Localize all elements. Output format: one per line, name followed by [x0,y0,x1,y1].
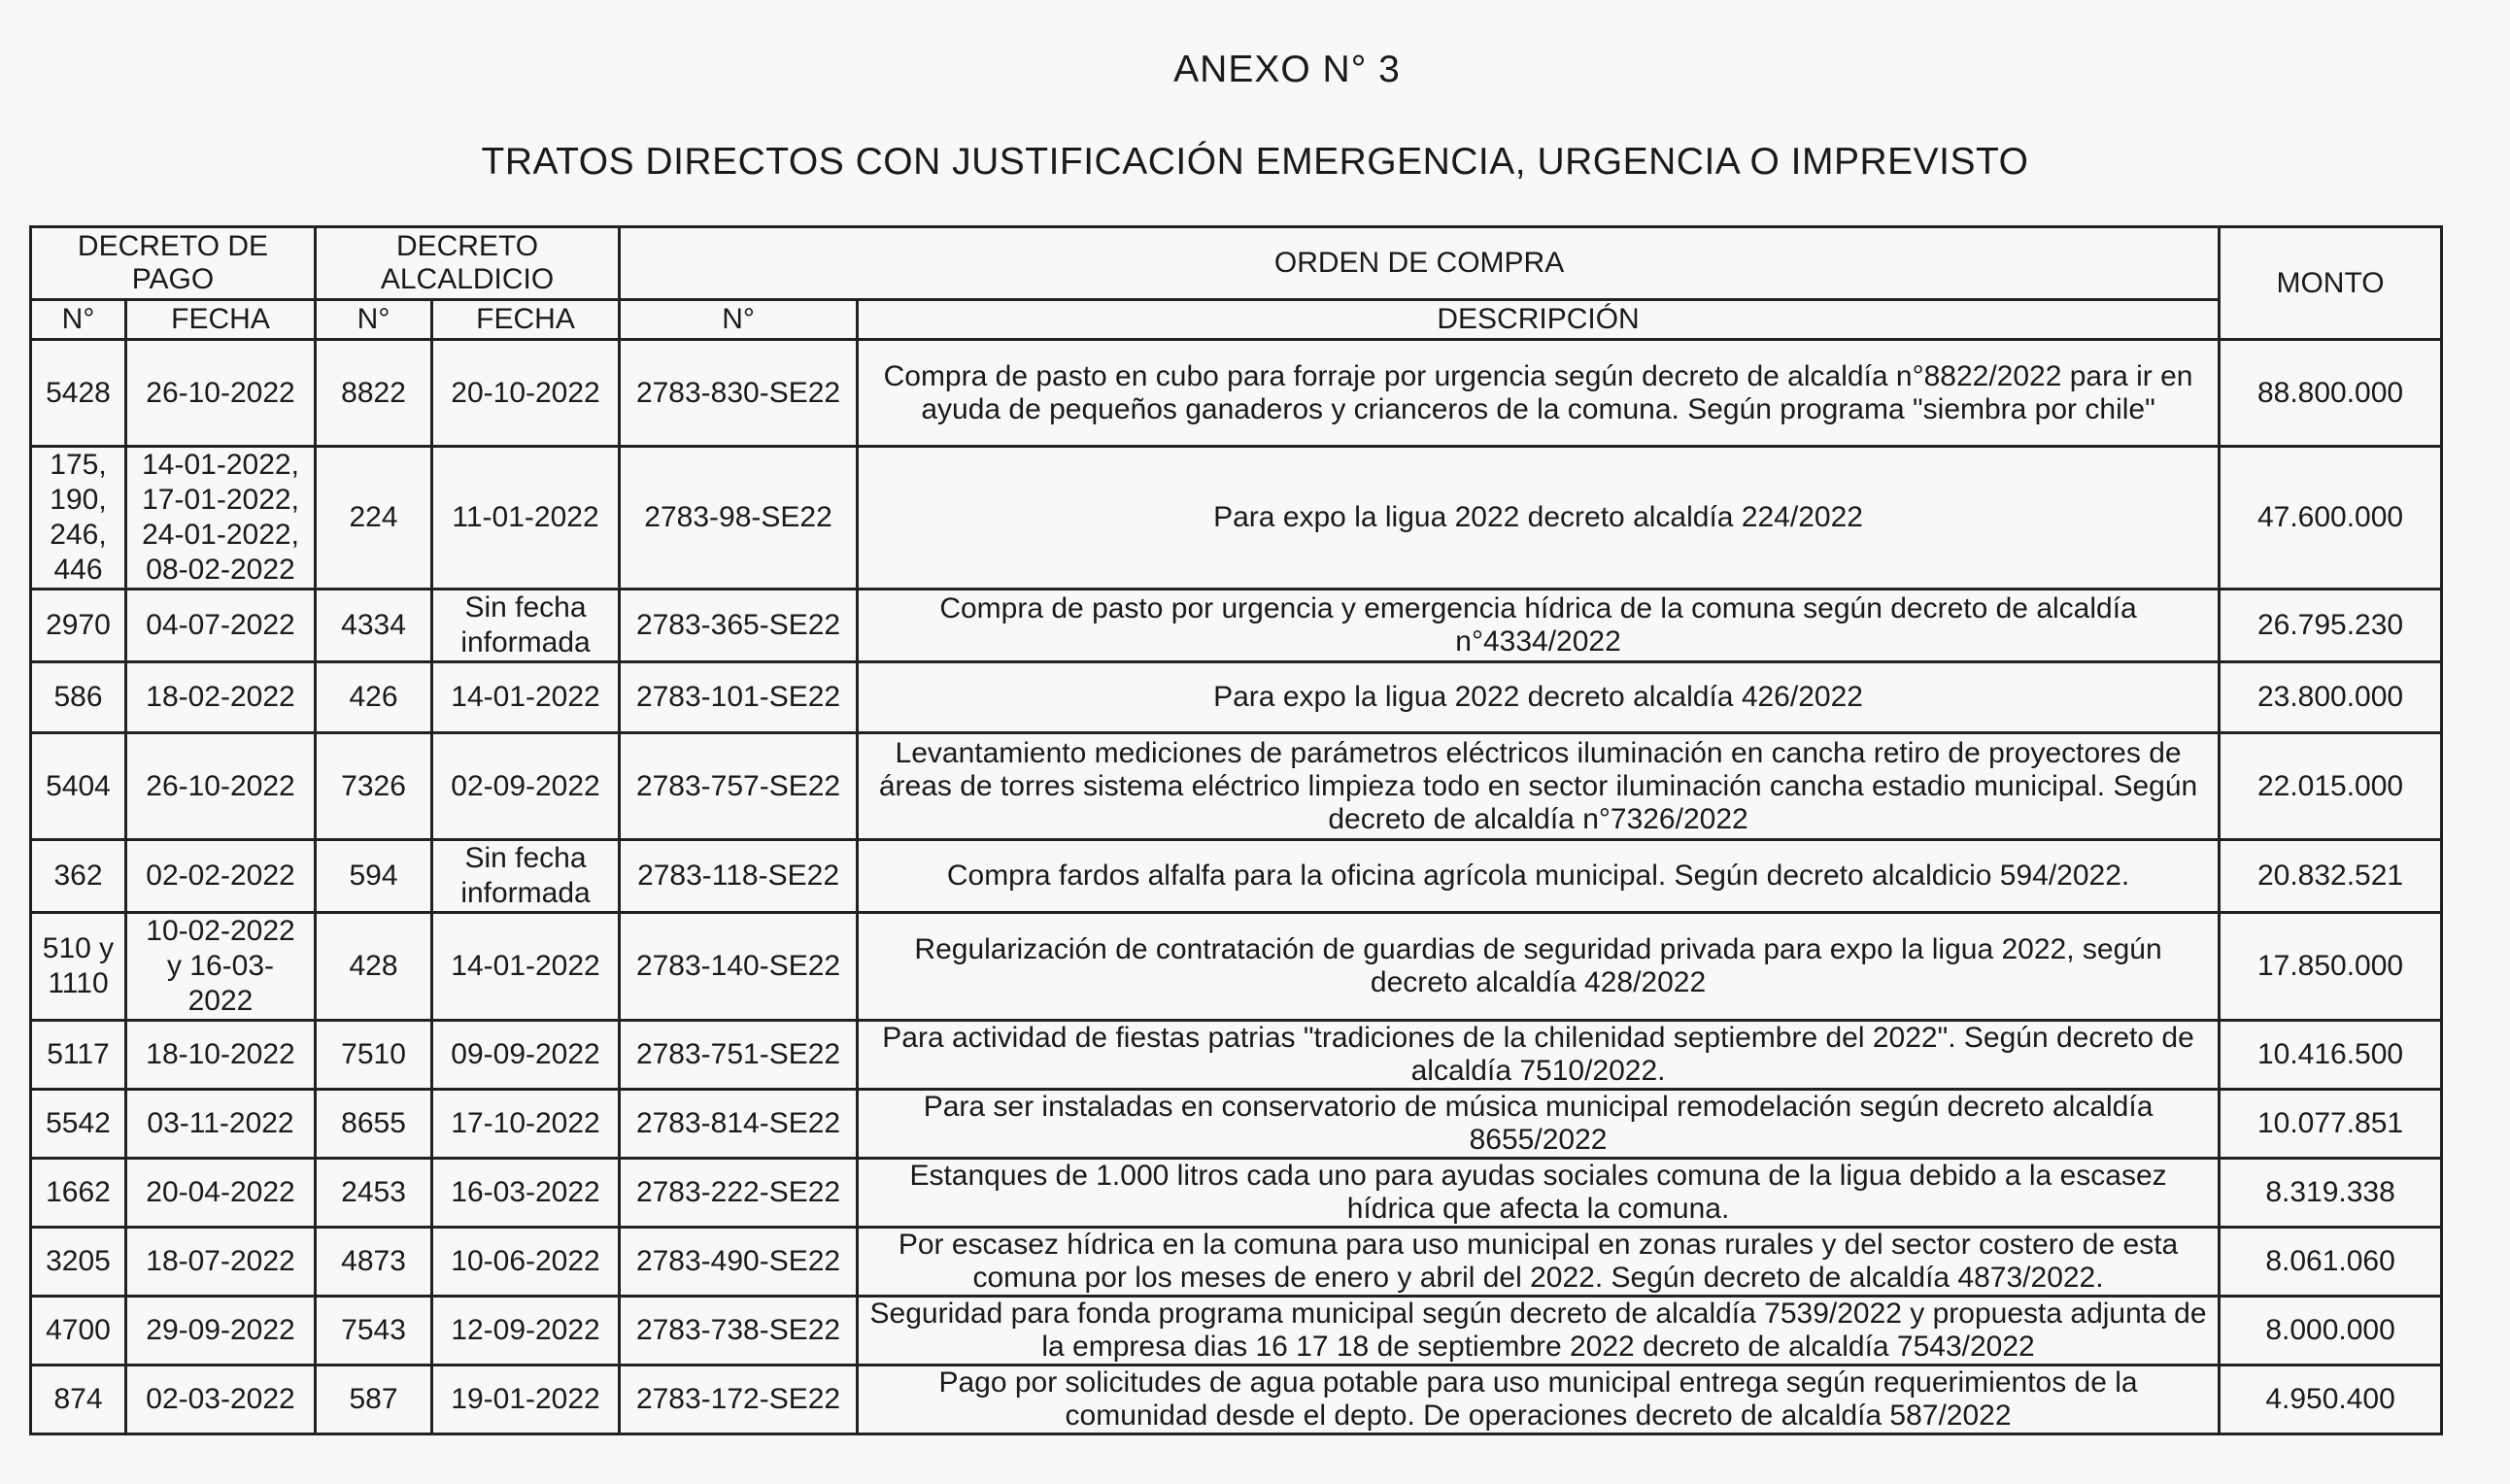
cell-descripcion: Compra de pasto por urgencia y emergencia hídrica de la comuna según decreto de alcaldía n°4334/2022 [858,590,2220,662]
cell-da-n: 8822 [316,340,432,447]
cell-da-fecha: 02-09-2022 [432,733,620,840]
cell-oc-n: 2783-757-SE22 [620,733,858,840]
cell-da-n: 4334 [316,590,432,662]
cell-monto: 10.416.500 [2220,1021,2442,1090]
cell-monto: 26.795.230 [2220,590,2442,662]
cell-oc-n: 2783-830-SE22 [620,340,858,447]
cell-dp-fecha: 26-10-2022 [126,340,316,447]
cell-monto: 22.015.000 [2220,733,2442,840]
cell-da-fecha: Sin fecha informada [432,590,620,662]
cell-da-fecha: 16-03-2022 [432,1159,620,1228]
cell-dp-n: 874 [31,1366,126,1434]
cell-dp-n: 5117 [31,1021,126,1090]
cell-dp-n: 4700 [31,1297,126,1366]
header-oc-n: N° [620,300,858,340]
annex-title: ANEXO N° 3 [1173,49,1401,90]
table-row [31,1090,2442,1159]
cell-dp-n: 5542 [31,1090,126,1159]
cell-oc-n: 2783-365-SE22 [620,590,858,662]
table-row [31,662,2442,733]
cell-da-n: 7326 [316,733,432,840]
cell-descripcion: Para expo la ligua 2022 decreto alcaldía 224/2022 [858,447,2220,590]
cell-da-n: 224 [316,447,432,590]
header-dp-fecha: FECHA [126,300,316,340]
cell-descripcion: Compra fardos alfalfa para la oficina agrícola municipal. Según decreto alcaldicio 594/2022. [858,840,2220,913]
cell-da-n: 2453 [316,1159,432,1228]
cell-dp-n: 3205 [31,1228,126,1297]
cell-monto: 8.061.060 [2220,1228,2442,1297]
cell-dp-n: 586 [31,662,126,733]
table-row [31,913,2442,1021]
cell-descripcion: Compra de pasto en cubo para forraje por urgencia según decreto de alcaldía n°8822/2022 para ir en ayuda de pequeños ganaderos y crianceros de la comuna. Según programa "siembra por chile" [858,340,2220,447]
table-row [31,590,2442,662]
cell-da-n: 8655 [316,1090,432,1159]
cell-da-fecha: 19-01-2022 [432,1366,620,1434]
cell-descripcion: Para actividad de fiestas patrias "tradiciones de la chilenidad septiembre del 2022". Según decreto de alcaldía 7510/2022. [858,1021,2220,1090]
cell-oc-n: 2783-814-SE22 [620,1090,858,1159]
cell-descripcion: Regularización de contratación de guardias de seguridad privada para expo la ligua 2022, según decreto alcaldía 428/2022 [858,913,2220,1021]
cell-monto: 88.800.000 [2220,340,2442,447]
cell-da-n: 7543 [316,1297,432,1366]
header-monto: MONTO [2220,227,2442,340]
cell-da-fecha: 11-01-2022 [432,447,620,590]
cell-da-fecha: 09-09-2022 [432,1021,620,1090]
table-row [31,733,2442,840]
cell-dp-fecha: 10-02-2022 y 16-03-2022 [126,913,316,1021]
header-da-n: N° [316,300,432,340]
cell-dp-fecha: 02-03-2022 [126,1366,316,1434]
cell-dp-fecha: 18-02-2022 [126,662,316,733]
cell-dp-n: 5428 [31,340,126,447]
cell-da-n: 4873 [316,1228,432,1297]
cell-oc-n: 2783-118-SE22 [620,840,858,913]
cell-dp-fecha: 14-01-2022, 17-01-2022, 24-01-2022, 08-02-2022 [126,447,316,590]
cell-da-fecha: 14-01-2022 [432,913,620,1021]
cell-oc-n: 2783-222-SE22 [620,1159,858,1228]
cell-dp-fecha: 04-07-2022 [126,590,316,662]
header-dp-n: N° [31,300,126,340]
cell-dp-fecha: 26-10-2022 [126,733,316,840]
header-da-fecha: FECHA [432,300,620,340]
table-row [31,1228,2442,1297]
cell-dp-n: 362 [31,840,126,913]
cell-dp-fecha: 02-02-2022 [126,840,316,913]
cell-da-n: 7510 [316,1021,432,1090]
table-row [31,447,2442,590]
header-descripcion: DESCRIPCIÓN [858,300,2220,340]
cell-dp-n: 1662 [31,1159,126,1228]
cell-monto: 47.600.000 [2220,447,2442,590]
cell-da-fecha: 10-06-2022 [432,1228,620,1297]
cell-da-n: 428 [316,913,432,1021]
cell-da-n: 426 [316,662,432,733]
cell-oc-n: 2783-140-SE22 [620,913,858,1021]
table-row [31,340,2442,447]
cell-descripcion: Estanques de 1.000 litros cada uno para ayudas sociales comuna de la ligua debido a la escasez hídrica que afecta la comuna. [858,1159,2220,1228]
header-decreto-alcaldicio: DECRETO ALCALDICIO [316,227,620,300]
cell-descripcion: Para expo la ligua 2022 decreto alcaldía 426/2022 [858,662,2220,733]
cell-dp-fecha: 18-10-2022 [126,1021,316,1090]
table-row [31,1021,2442,1090]
cell-dp-n: 175, 190, 246, 446 [31,447,126,590]
cell-dp-fecha: 20-04-2022 [126,1159,316,1228]
table-row [31,840,2442,913]
cell-da-fecha: 17-10-2022 [432,1090,620,1159]
cell-dp-n: 510 y 1110 [31,913,126,1021]
cell-da-fecha: Sin fecha informada [432,840,620,913]
header-orden-compra: ORDEN DE COMPRA [620,227,2220,300]
cell-dp-fecha: 03-11-2022 [126,1090,316,1159]
cell-oc-n: 2783-751-SE22 [620,1021,858,1090]
cell-monto: 17.850.000 [2220,913,2442,1021]
cell-monto: 8.000.000 [2220,1297,2442,1366]
direct-deals-table [29,225,2443,1435]
cell-monto: 8.319.338 [2220,1159,2442,1228]
cell-dp-n: 5404 [31,733,126,840]
cell-descripcion: Pago por solicitudes de agua potable para uso municipal entrega según requerimientos de la comunidad desde el depto. De operaciones decreto de alcaldía 587/2022 [858,1366,2220,1434]
cell-oc-n: 2783-101-SE22 [620,662,858,733]
table-row [31,1297,2442,1366]
cell-da-fecha: 14-01-2022 [432,662,620,733]
table-row [31,1366,2442,1434]
cell-dp-fecha: 29-09-2022 [126,1297,316,1366]
cell-monto: 10.077.851 [2220,1090,2442,1159]
cell-monto: 4.950.400 [2220,1366,2442,1434]
cell-da-fecha: 20-10-2022 [432,340,620,447]
cell-descripcion: Para ser instaladas en conservatorio de música municipal remodelación según decreto alcaldía 8655/2022 [858,1090,2220,1159]
cell-oc-n: 2783-98-SE22 [620,447,858,590]
table-row [31,1159,2442,1228]
cell-monto: 20.832.521 [2220,840,2442,913]
cell-descripcion: Seguridad para fonda programa municipal según decreto de alcaldía 7539/2022 y propuesta adjunta de la empresa dias 16 17 18 de septiembre 2022 decreto de alcaldía 7543/2022 [858,1297,2220,1366]
cell-descripcion: Por escasez hídrica en la comuna para uso municipal en zonas rurales y del sector costero de esta comuna por los meses de enero y abril del 2022. Según decreto de alcaldía 4873/2022. [858,1228,2220,1297]
cell-descripcion: Levantamiento mediciones de parámetros eléctricos iluminación en cancha retiro de proyectores de áreas de torres sistema eléctrico limpieza todo en sector iluminación cancha estadio municipal. Según decreto de alcaldía n°7326/2022 [858,733,2220,840]
cell-monto: 23.800.000 [2220,662,2442,733]
cell-dp-fecha: 18-07-2022 [126,1228,316,1297]
cell-da-n: 587 [316,1366,432,1434]
cell-oc-n: 2783-172-SE22 [620,1366,858,1434]
cell-oc-n: 2783-738-SE22 [620,1297,858,1366]
cell-da-fecha: 12-09-2022 [432,1297,620,1366]
header-decreto-pago: DECRETO DE PAGO [31,227,316,300]
page-title: TRATOS DIRECTOS CON JUSTIFICACIÓN EMERGENCIA, URGENCIA O IMPREVISTO [481,141,2029,183]
cell-oc-n: 2783-490-SE22 [620,1228,858,1297]
cell-da-n: 594 [316,840,432,913]
cell-dp-n: 2970 [31,590,126,662]
